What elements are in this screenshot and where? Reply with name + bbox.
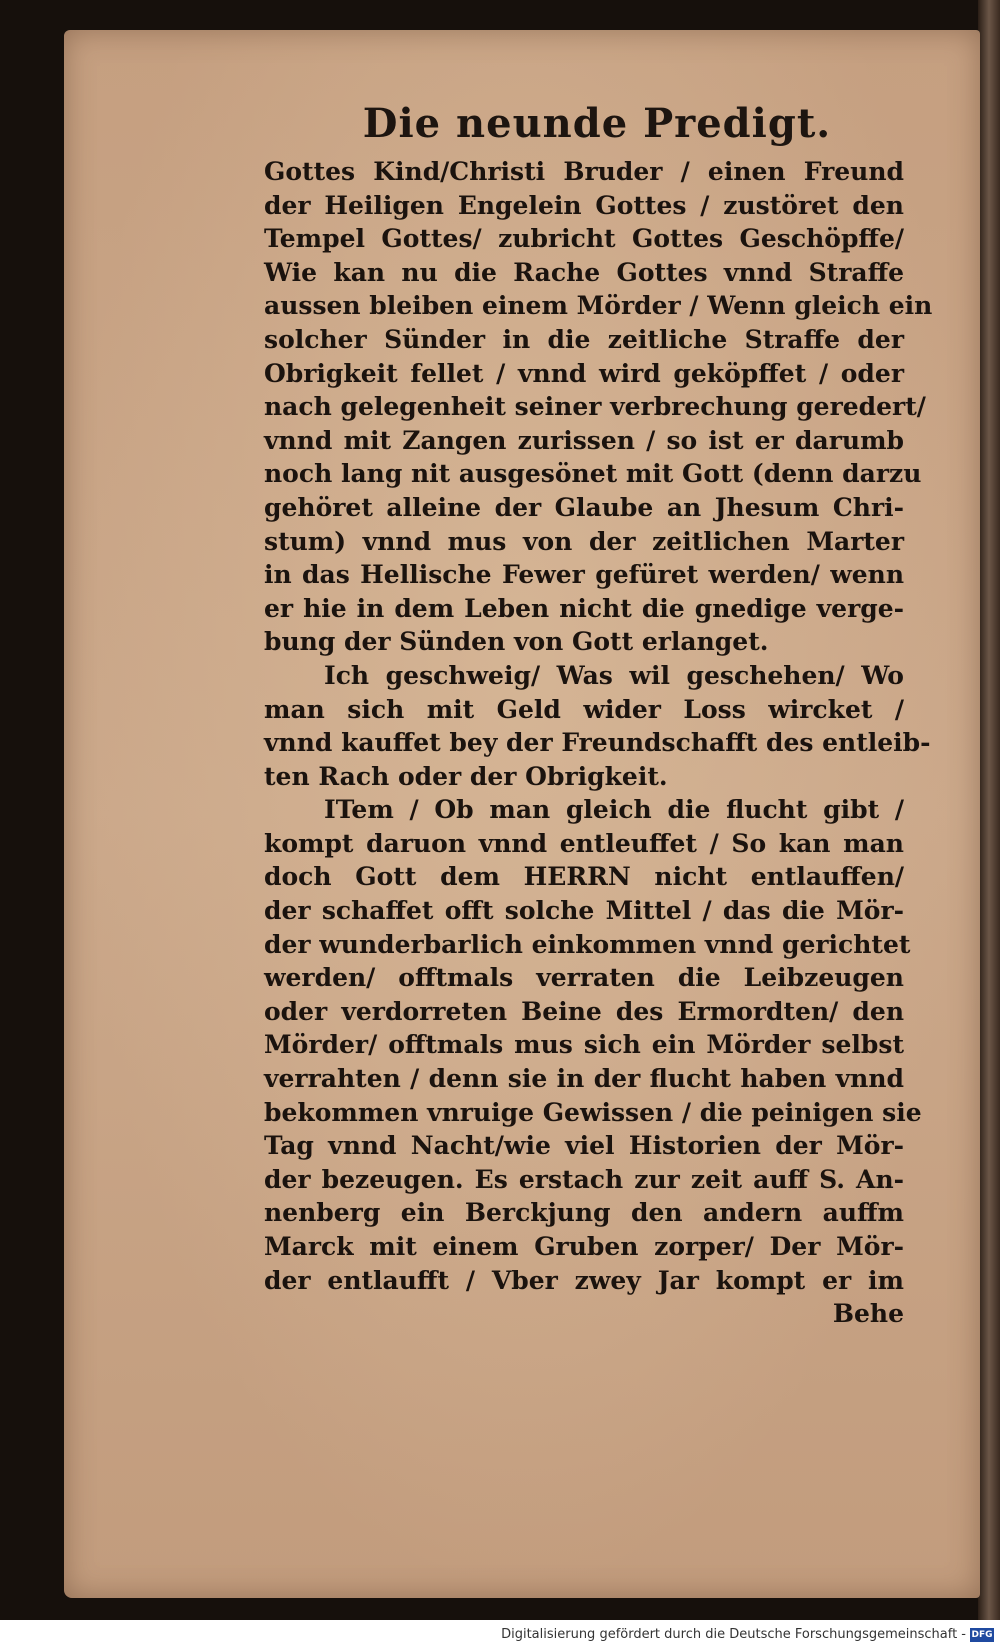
funding-credit: Digitalisierung gefördert durch die Deutsche Forschungsgemeinschaft - [501,1627,966,1642]
text-line: Marck mit einem Gruben zorper/ Der Mör- [264,1232,904,1261]
text-line: gehöret alleine der Glaube an Jhesum Chri- [264,492,904,522]
text-line: Ich geschweig/ Was wil geschehen/ Wo [324,660,904,690]
text-line: bekommen vnruige Gewissen / die peinigen sie [264,1097,922,1127]
text-line: Obrigkeit fellet / vnnd wird geköpffet / oder [264,358,904,388]
text-line: der Heiligen Engelein Gottes / zustöret den [264,190,904,220]
text-line: Mörder/ offtmals mus sich ein Mörder selbst [264,1030,904,1060]
text-line: stum) vnnd mus von der zeitlichen Marter [264,526,904,556]
text-line: der bezeugen. Es erstach zur zeit auff S. An- [264,1164,904,1194]
paragraph-1 [264,155,933,659]
text-line: vnnd mit Zangen zurissen / so ist er darumb [264,425,904,455]
text-line: der schaffet offt solche Mittel / das die Mör- [264,896,904,926]
text-line: man sich mit Geld wider Loss wircket / [264,694,904,724]
text-line: aussen bleiben einem Mörder / Wenn gleich ein [264,291,933,321]
text-line: noch lang nit ausgesönet mit Gott (denn darzu [264,459,922,489]
text-line: Wie kan nu die Rache Gottes vnnd Straffe [264,257,904,287]
page-title: Die neunde Predigt. [362,100,832,147]
text-line: Tag vnnd Nacht/wie viel Historien der Mör- [264,1131,904,1161]
paragraph-2 [264,659,931,793]
catchword: Behe [832,1299,904,1329]
text-line: er hie in dem Leben nicht die gnedige verge- [264,593,904,623]
footer-bar [0,1620,1000,1648]
book-edge [978,0,1000,1620]
text-line: oder verdorreten Beine des Ermordten/ den [264,996,904,1026]
text-block [264,155,933,1331]
text-line: werden/ offtmals verraten die Leibzeugen [264,963,904,993]
dfg-logo-icon: DFG [971,1630,993,1640]
text-line: ITem / Ob man gleich die flucht gibt / [324,795,904,825]
paragraph-3 [264,793,922,1297]
text-line: solcher Sünder in die zeitliche Straffe der [264,324,904,354]
text-line: vnnd kauffet bey der Freundschafft des entleib- [264,728,931,758]
text-line: doch Gott dem HERRN nicht entlauffen/ [264,862,904,892]
text-line: der entlaufft / Vber zwey Jar kompt er im [264,1265,904,1295]
text-line: bung der Sünden von Gott erlanget. [264,627,769,657]
text-line: ten Rach oder der Obrigkeit. [264,761,668,791]
text-line: nenberg ein Berckjung den andern auffm [264,1198,904,1228]
text-line: Tempel Gottes/ zubricht Gottes Geschöpffe/ [264,224,904,254]
text-line: kompt daruon vnnd entleuffet / So kan man [264,828,904,858]
text-line: der wunderbarlich einkommen vnnd gerichtet [264,929,911,959]
text-line: Gottes Kind/Christi Bruder / einen Freund [264,157,904,186]
text-line: in das Hellische Fewer gefüret werden/ wenn [264,560,904,590]
text-line: verrahten / denn sie in der flucht haben vnnd [264,1064,904,1094]
book-page [64,30,980,1598]
text-line: nach gelegenheit seiner verbrechung geredert/ [264,392,926,422]
